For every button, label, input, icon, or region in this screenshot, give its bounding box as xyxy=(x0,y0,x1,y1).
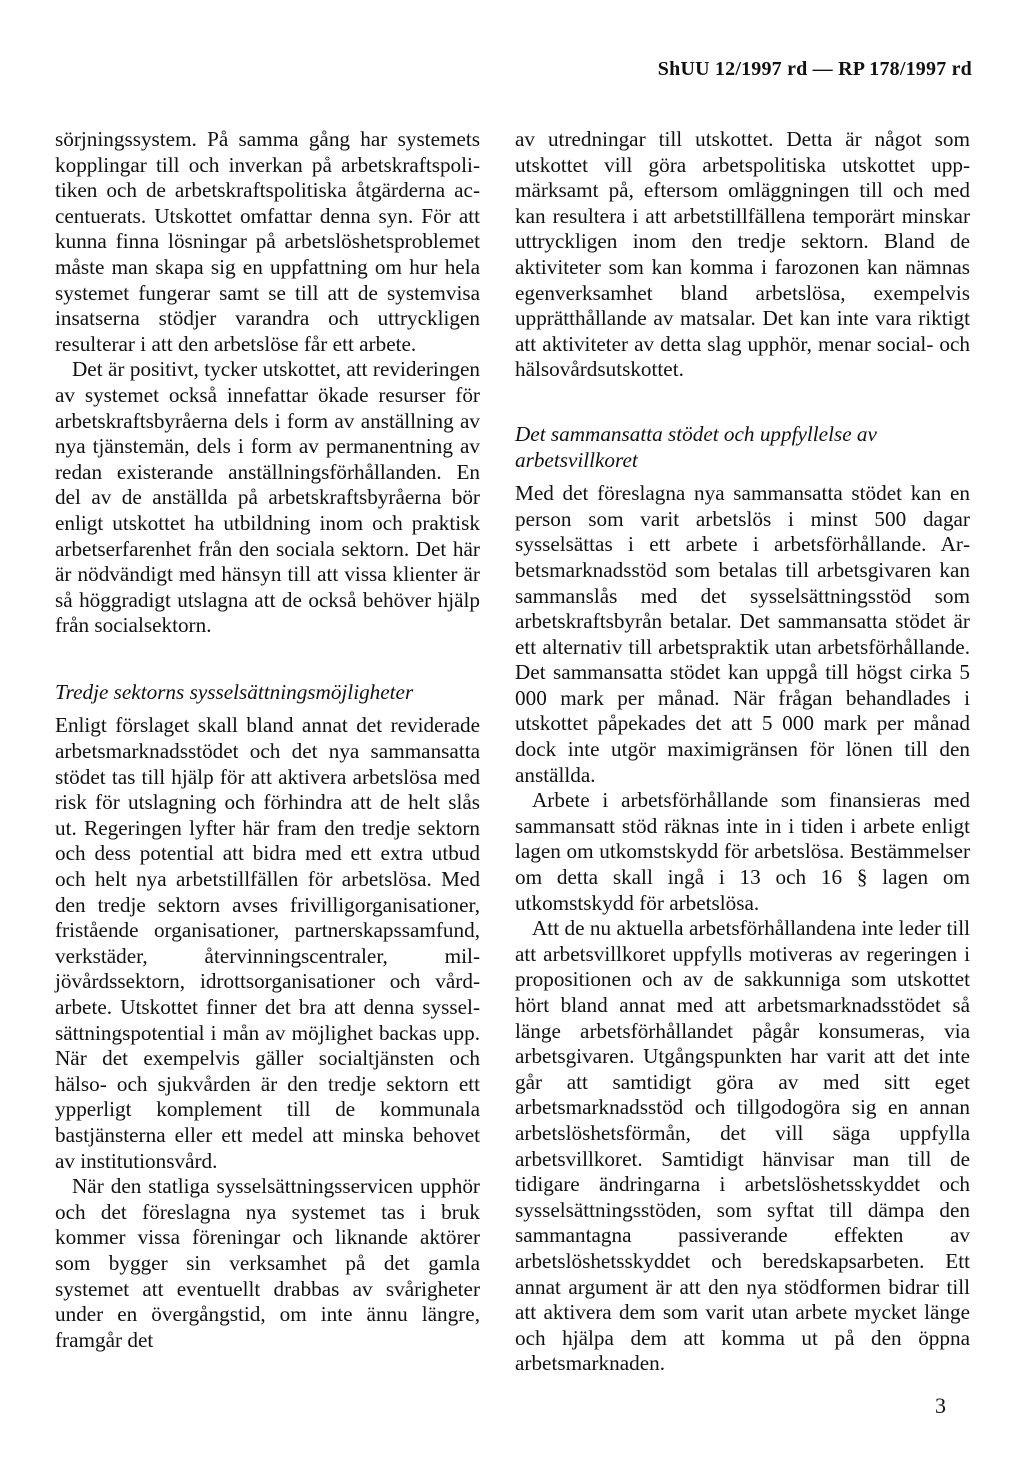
page-number: 3 xyxy=(935,1393,946,1418)
right-column xyxy=(515,127,970,1377)
running-head: ShUU 12/1997 rd — RP 178/1997 rd xyxy=(657,58,972,80)
right-paragraph-2: Med det föreslagna nya sammansatta stödet kan en person som varit arbetslös i minst 500 dagar sysselsättas i ett arbete i arbetsförhållande. Arbetsmarknadsstöd som betalas till arbetsgivaren kan sammanslås med det sysselsättningsstöd som arbetskraftsbyrån betalar. Det sammansatta stödet är ett alternativ till arbetspraktik utan arbetsförhållande. Det sammansatta stödet kan uppgå till högst cirka 5 000 mark per månad. När frågan behandlades i utskottet påpekades det att 5 000 mark per månad dock inte utgör maximigränsen för lönen till den anställda. xyxy=(515,481,970,787)
left-paragraph-1: sörjningssystem. På samma gång har systemets kopplingar till och inverkan på arbetskraftspolitiken och de arbetskraftspolitiska åtgärderna accentuerats. Utskottet omfattar denna syn. För att kunna finna lösningar på arbetslöshetsproblemet måste man skapa sig en uppfattning om hur hela systemet fungerar samt se till att de systemvisa insatserna stödjer varandra och uttryckligen resulterar i att den arbetslöse får ett arbete. xyxy=(55,127,480,356)
left-paragraph-3: Enligt förslaget skall bland annat det reviderade arbetsmarknadsstödet och det nya sammansatta stödet tas till hjälp för att aktivera arbetslösa med risk för utslagning och förhindra att de helt slås ut. Regeringen lyfter här fram den tredje sektorn och dess potential att bidra med ett extra utbud och helt nya arbetstillfällen för arbetslösa. Med den tredje sektorn avses frivilligorganisationer, fristående organisationer, partnerskapssamfund, verkstäder, återvinningscentraler, miljövårdssektorn, idrottsorganisationer och vårdarbete. Utskottet finner det bra att denna sysselsättningspotential i mån av möjlighet backas upp. När det exempelvis gäller socialtjänsten och hälso- och sjukvården är den tredje sektorn ett ypperligt komplement till de kommunala bastjänsterna eller ett medel att minska behovet av institutionsvård. xyxy=(55,713,480,1173)
right-paragraph-4: Att de nu aktuella arbetsförhållandena inte leder till att arbetsvillkoret uppfylls motiveras av regeringen i propositionen och av de sakkunniga som utskottet hört bland annat med att arbetsmarknadsstödet så länge arbetsförhållandet pågår konsumeras, via arbetsgivaren. Utgångspunkten har varit att det inte går att samtidigt göra av med sitt eget arbetsmarknadsstöd och tillgodogöra sig en annan arbetslöshetsförmån, det vill säga uppfylla arbetsvillkoret. Samtidigt hänvisar man till de tidigare ändringarna i arbetslöshetsskyddet och sysselsättningsstöden, som syftat till dämpa den sammantagna passiverande effekten av arbetslöshetsskyddet och beredskapsarbeten. Ett annat argument är att den nya stödformen bidrar till att aktivera dem som varit utan arbete mycket länge och hjälpa dem att komma ut på den öppna arbetsmarknaden. xyxy=(515,916,970,1376)
left-paragraph-2: Det är positivt, tycker utskottet, att revideringen av systemet också innefattar ökade resurser för arbetskraftsbyråerna dels i form av anställning av nya tjänstemän, dels i form av permanentning av redan existerande anställningsförhållanden. En del av de anställda på arbetskraftsbyråerna bör enligt utskottet ha utbildning inom och praktisk arbetserfarenhet från den sociala sektorn. Det här är nödvändigt med hänsyn till att vissa klienter är så höggradigt utslagna att de också behöver hjälp från socialsektorn. xyxy=(55,357,480,638)
right-paragraph-3: Arbete i arbetsförhållande som finansieras med sammansatt stöd räknas inte in i tiden i arbete enligt lagen om utkomstskydd för arbetslösa. Bestämmelser om detta skall ingå i 13 och 16 § lagen om utkomstskydd för arbetslösa. xyxy=(515,788,970,915)
section-heading-tredje-sektorn: Tredje sektorns sysselsättningsmöjligheter xyxy=(55,679,414,704)
right-paragraph-1: av utredningar till utskottet. Detta är något som utskottet vill göra arbetspolitiska utskottet uppmärksamt på, eftersom omläggningen till och med kan resultera i att arbetstillfällena temporärt minskar uttryckligen inom den tredje sektorn. Bland de aktiviteter som kan komma i farozonen kan nämnas egenverksamhet bland arbetslösa, exempelvis upprätthållande av matsalar. Det kan inte vara riktigt att aktiviteter av detta slag upphör, menar social- och hälsovårdsutskottet. xyxy=(515,127,970,382)
left-column xyxy=(55,127,480,1353)
left-paragraph-4: När den statliga sysselsättningsservicen upphör och det föreslagna nya systemet tas i bruk kommer vissa föreningar och liknande aktörer som bygger sin verksamhet på det gamla systemet att eventuellt drabbas av svårigheter under en övergångstid, om inte ännu längre, framgår det xyxy=(55,1174,480,1352)
section-heading-sammansatta-stodet: Det sammansatta stödet och uppfyllelse av arbetsvillkoret xyxy=(515,421,877,472)
